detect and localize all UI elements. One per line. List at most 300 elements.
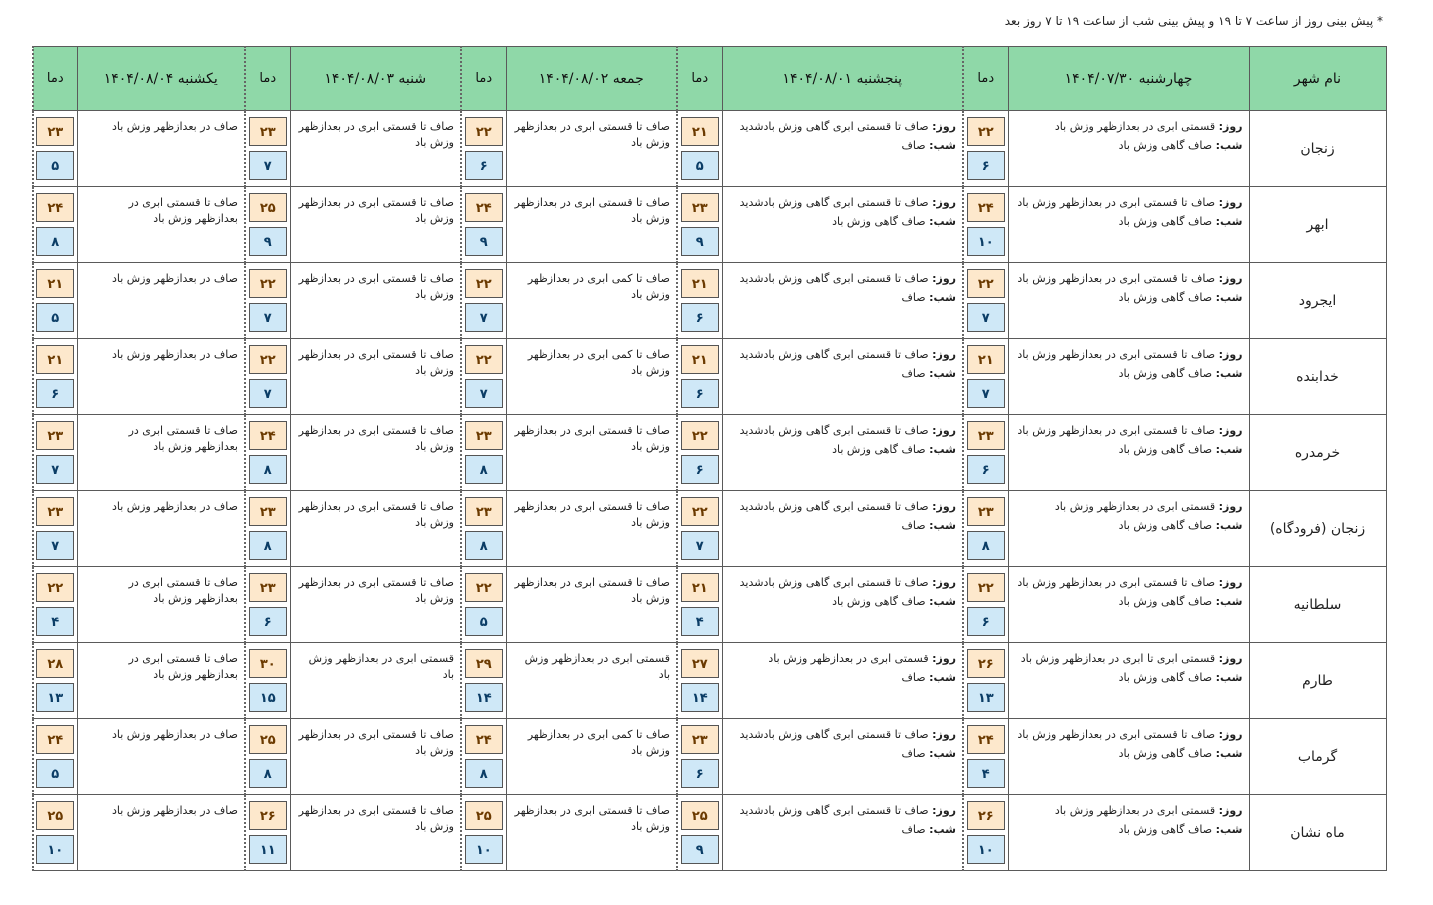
day-label: روز: <box>932 652 956 665</box>
night-forecast <box>1015 822 1243 838</box>
max-temp: ۲۹ <box>465 649 503 678</box>
forecast-cell <box>722 339 963 415</box>
night-label: شب: <box>929 519 956 532</box>
temp-cell <box>33 491 77 567</box>
day-text: صاف تا قسمتی ابری گاهی وزش بادشدید <box>739 348 929 361</box>
temp-cell <box>963 111 1008 187</box>
night-label: شب: <box>929 443 956 456</box>
min-temp: ۴ <box>967 759 1005 788</box>
forecast-cell <box>77 719 245 795</box>
forecast-text: صاف تا قسمتی ابری در بعدازظهر وزش باد <box>298 424 454 453</box>
night-text: صاف گاهی وزش باد <box>1118 367 1213 380</box>
min-temp: ۶ <box>681 379 719 408</box>
min-temp: ۱۳ <box>967 683 1005 712</box>
day-label: روز: <box>1218 196 1243 209</box>
day-label: روز: <box>1218 500 1243 513</box>
night-forecast <box>1015 442 1243 458</box>
night-forecast <box>729 822 957 838</box>
temp-cell <box>963 263 1008 339</box>
min-temp: ۵ <box>36 151 74 180</box>
day-forecast <box>1015 423 1243 439</box>
day-label: روز: <box>1218 120 1243 133</box>
day-header: چهارشنبه ۱۴۰۴/۰۷/۳۰ <box>1008 47 1249 111</box>
max-temp: ۲۲ <box>249 345 287 374</box>
forecast-text: صاف در بعدازظهر وزش باد <box>111 272 238 285</box>
forecast-cell <box>1008 415 1249 491</box>
header-row <box>33 47 1386 111</box>
max-temp: ۲۴ <box>465 725 503 754</box>
max-temp: ۲۲ <box>465 269 503 298</box>
min-temp: ۸ <box>465 455 503 484</box>
night-text: صاف گاهی وزش باد <box>832 595 926 608</box>
day-forecast <box>729 803 957 819</box>
temp-cell <box>33 415 77 491</box>
night-text: صاف <box>901 519 926 532</box>
night-label: شب: <box>929 747 956 760</box>
night-forecast <box>1015 214 1243 230</box>
temp-cell <box>677 187 722 263</box>
max-temp: ۲۳ <box>249 117 287 146</box>
day-text: صاف تا قسمتی ابری گاهی وزش بادشدید <box>739 804 929 817</box>
min-temp: ۱۴ <box>465 683 503 712</box>
max-temp: ۲۳ <box>465 421 503 450</box>
forecast-cell <box>506 415 677 491</box>
max-temp: ۲۲ <box>465 117 503 146</box>
temp-cell <box>677 719 722 795</box>
day-label: روز: <box>932 196 956 209</box>
day-label: روز: <box>932 576 956 589</box>
day-forecast <box>1015 803 1243 819</box>
forecast-text: صاف در بعدازظهر وزش باد <box>111 804 238 817</box>
forecast-text: صاف تا قسمتی ابری در بعدازظهر وزش باد <box>514 576 670 605</box>
forecast-text: قسمتی ابری در بعدازظهر وزش باد <box>308 652 454 681</box>
table-row <box>33 643 1386 719</box>
forecast-text: صاف تا قسمتی ابری در بعدازظهر وزش باد <box>514 424 670 453</box>
night-label: شب: <box>1215 139 1243 152</box>
day-text: صاف تا قسمتی ابری در بعدازظهر وزش باد <box>1017 728 1216 741</box>
night-text: صاف <box>901 823 926 836</box>
forecast-text: صاف تا کمی ابری در بعدازظهر وزش باد <box>527 348 670 377</box>
day-text: قسمتی ابری در بعدازظهر وزش باد <box>1054 500 1216 513</box>
day-text: صاف تا قسمتی ابری گاهی وزش بادشدید <box>739 196 929 209</box>
day-label: روز: <box>932 728 956 741</box>
min-temp: ۹ <box>681 227 719 256</box>
day-text: صاف تا قسمتی ابری در بعدازظهر وزش باد <box>1017 576 1216 589</box>
max-temp: ۲۵ <box>465 801 503 830</box>
max-temp: ۲۷ <box>681 649 719 678</box>
day-forecast <box>729 423 957 439</box>
forecast-cell <box>506 719 677 795</box>
day-forecast <box>1015 347 1243 363</box>
day-label: روز: <box>932 120 956 133</box>
max-temp: ۲۲ <box>465 573 503 602</box>
temp-cell <box>963 415 1008 491</box>
temp-cell <box>33 643 77 719</box>
forecast-cell <box>290 263 461 339</box>
temp-header: دما <box>461 47 506 111</box>
forecast-text: صاف در بعدازظهر وزش باد <box>111 348 238 361</box>
max-temp: ۲۶ <box>249 801 287 830</box>
max-temp: ۲۶ <box>967 649 1005 678</box>
max-temp: ۲۱ <box>36 269 74 298</box>
min-temp: ۵ <box>465 607 503 636</box>
temp-cell <box>461 415 506 491</box>
max-temp: ۲۲ <box>681 497 719 526</box>
max-temp: ۳۰ <box>249 649 287 678</box>
day-text: قسمتی ابری تا ابری در بعدازظهر وزش باد <box>1020 652 1216 665</box>
day-text: صاف تا قسمتی ابری در بعدازظهر وزش باد <box>1017 272 1216 285</box>
day-text: قسمتی ابری در بعدازظهر وزش باد <box>768 652 929 665</box>
day-forecast <box>729 651 957 667</box>
night-label: شب: <box>1215 823 1243 836</box>
night-forecast <box>729 746 957 762</box>
forecast-text: صاف تا قسمتی ابری در بعدازظهر وزش باد <box>298 348 454 377</box>
temp-cell <box>461 567 506 643</box>
forecast-cell <box>1008 339 1249 415</box>
night-text: صاف <box>901 671 926 684</box>
temp-cell <box>461 339 506 415</box>
day-text: صاف تا قسمتی ابری گاهی وزش بادشدید <box>739 728 929 741</box>
min-temp: ۶ <box>681 759 719 788</box>
min-temp: ۹ <box>681 835 719 864</box>
night-text: صاف <box>901 367 926 380</box>
min-temp: ۴ <box>681 607 719 636</box>
forecast-text: صاف تا قسمتی ابری در بعدازظهر وزش باد <box>298 120 454 149</box>
day-forecast <box>729 727 957 743</box>
city-name: ایجرود <box>1249 263 1386 339</box>
forecast-cell <box>722 719 963 795</box>
city-name: طارم <box>1249 643 1386 719</box>
forecast-text: صاف تا قسمتی ابری در بعدازظهر وزش باد <box>514 804 670 833</box>
forecast-text: صاف در بعدازظهر وزش باد <box>111 500 238 513</box>
max-temp: ۲۳ <box>249 497 287 526</box>
temp-cell <box>677 643 722 719</box>
day-forecast <box>729 347 957 363</box>
min-temp: ۱۳ <box>36 683 74 712</box>
night-text: صاف <box>901 747 926 760</box>
max-temp: ۲۶ <box>967 801 1005 830</box>
max-temp: ۲۱ <box>681 269 719 298</box>
temp-cell <box>963 187 1008 263</box>
day-label: روز: <box>1218 348 1243 361</box>
min-temp: ۸ <box>967 531 1005 560</box>
night-label: شب: <box>1215 747 1243 760</box>
temp-cell <box>245 263 290 339</box>
city-name: خدابنده <box>1249 339 1386 415</box>
forecast-text: صاف تا قسمتی ابری در بعدازظهر وزش باد <box>514 500 670 529</box>
day-label: روز: <box>932 424 956 437</box>
min-temp: ۵ <box>36 759 74 788</box>
forecast-cell <box>1008 263 1249 339</box>
temp-cell <box>245 187 290 263</box>
temp-cell <box>33 795 77 871</box>
temp-cell <box>963 339 1008 415</box>
min-temp: ۱۴ <box>681 683 719 712</box>
forecast-text: صاف تا قسمتی ابری در بعدازظهر وزش باد <box>128 652 238 681</box>
max-temp: ۲۱ <box>681 117 719 146</box>
table-row <box>33 111 1386 187</box>
footnote: * پیش بینی روز از ساعت ۷ تا ۱۹ و پیش بینی شب از ساعت ۱۹ تا ۷ روز بعد <box>1004 14 1383 28</box>
day-label: روز: <box>932 804 956 817</box>
night-text: صاف <box>901 291 926 304</box>
min-temp: ۶ <box>681 303 719 332</box>
city-name: خرمدره <box>1249 415 1386 491</box>
forecast-cell <box>1008 795 1249 871</box>
day-text: صاف تا قسمتی ابری گاهی وزش بادشدید <box>739 120 929 133</box>
max-temp: ۲۵ <box>249 725 287 754</box>
day-forecast <box>1015 575 1243 591</box>
night-text: صاف <box>901 139 926 152</box>
forecast-cell <box>506 491 677 567</box>
night-label: شب: <box>1215 215 1243 228</box>
temp-cell <box>461 643 506 719</box>
forecast-text: صاف تا قسمتی ابری در بعدازظهر وزش باد <box>298 196 454 225</box>
temp-cell <box>461 491 506 567</box>
temp-cell <box>245 719 290 795</box>
forecast-text: صاف تا قسمتی ابری در بعدازظهر وزش باد <box>298 728 454 757</box>
max-temp: ۲۴ <box>967 725 1005 754</box>
max-temp: ۲۴ <box>36 725 74 754</box>
forecast-text: صاف تا قسمتی ابری در بعدازظهر وزش باد <box>298 272 454 301</box>
day-forecast <box>729 499 957 515</box>
forecast-text: صاف تا قسمتی ابری در بعدازظهر وزش باد <box>514 120 670 149</box>
forecast-cell <box>506 339 677 415</box>
night-text: صاف گاهی وزش باد <box>832 215 926 228</box>
min-temp: ۶ <box>967 151 1005 180</box>
min-temp: ۴ <box>36 607 74 636</box>
night-label: شب: <box>929 823 956 836</box>
day-text: صاف تا قسمتی ابری در بعدازظهر وزش باد <box>1017 196 1216 209</box>
night-label: شب: <box>929 215 956 228</box>
day-text: صاف تا قسمتی ابری گاهی وزش بادشدید <box>739 576 929 589</box>
temp-cell <box>245 111 290 187</box>
min-temp: ۷ <box>967 379 1005 408</box>
day-forecast <box>729 575 957 591</box>
night-forecast <box>729 138 957 154</box>
day-forecast <box>1015 499 1243 515</box>
temp-cell <box>677 491 722 567</box>
max-temp: ۲۲ <box>36 573 74 602</box>
temp-cell <box>677 339 722 415</box>
table-row <box>33 567 1386 643</box>
day-header: جمعه ۱۴۰۴/۰۸/۰۲ <box>506 47 677 111</box>
forecast-cell <box>290 719 461 795</box>
day-text: قسمتی ابری در بعدازظهر وزش باد <box>1054 804 1216 817</box>
city-name: سلطانیه <box>1249 567 1386 643</box>
forecast-text: صاف تا قسمتی ابری در بعدازظهر وزش باد <box>514 196 670 225</box>
min-temp: ۶ <box>249 607 287 636</box>
night-text: صاف گاهی وزش باد <box>1118 595 1213 608</box>
max-temp: ۲۵ <box>249 193 287 222</box>
table-row <box>33 415 1386 491</box>
min-temp: ۶ <box>681 455 719 484</box>
max-temp: ۲۸ <box>36 649 74 678</box>
min-temp: ۷ <box>967 303 1005 332</box>
forecast-cell <box>290 491 461 567</box>
max-temp: ۲۳ <box>36 497 74 526</box>
night-label: شب: <box>929 671 956 684</box>
max-temp: ۲۵ <box>681 801 719 830</box>
max-temp: ۲۳ <box>681 193 719 222</box>
night-forecast <box>1015 746 1243 762</box>
min-temp: ۷ <box>249 151 287 180</box>
min-temp: ۸ <box>36 227 74 256</box>
night-label: شب: <box>1215 671 1243 684</box>
day-label: روز: <box>932 348 956 361</box>
max-temp: ۲۴ <box>36 193 74 222</box>
forecast-text: صاف تا قسمتی ابری در بعدازظهر وزش باد <box>298 804 454 833</box>
forecast-cell <box>722 415 963 491</box>
forecast-cell <box>722 795 963 871</box>
night-forecast <box>729 594 957 610</box>
forecast-cell <box>1008 567 1249 643</box>
temp-cell <box>245 415 290 491</box>
max-temp: ۲۳ <box>249 573 287 602</box>
max-temp: ۲۳ <box>967 421 1005 450</box>
night-forecast <box>1015 670 1243 686</box>
day-header: پنجشنبه ۱۴۰۴/۰۸/۰۱ <box>722 47 963 111</box>
table-row <box>33 491 1386 567</box>
day-label: روز: <box>1218 728 1243 741</box>
forecast-cell <box>722 187 963 263</box>
forecast-cell <box>722 111 963 187</box>
forecast-cell <box>722 491 963 567</box>
forecast-cell <box>506 187 677 263</box>
temp-cell <box>677 263 722 339</box>
min-temp: ۷ <box>465 379 503 408</box>
min-temp: ۸ <box>249 531 287 560</box>
forecast-cell <box>290 567 461 643</box>
forecast-text: قسمتی ابری در بعدازظهر وزش باد <box>524 652 670 681</box>
night-forecast <box>1015 290 1243 306</box>
max-temp: ۲۳ <box>36 117 74 146</box>
forecast-cell <box>290 643 461 719</box>
min-temp: ۷ <box>465 303 503 332</box>
forecast-cell <box>1008 187 1249 263</box>
max-temp: ۲۲ <box>465 345 503 374</box>
max-temp: ۲۲ <box>967 269 1005 298</box>
night-forecast <box>1015 366 1243 382</box>
min-temp: ۶ <box>967 607 1005 636</box>
forecast-text: صاف تا قسمتی ابری در بعدازظهر وزش باد <box>128 424 238 453</box>
table-row <box>33 339 1386 415</box>
forecast-cell <box>290 339 461 415</box>
max-temp: ۲۲ <box>249 269 287 298</box>
forecast-cell <box>290 415 461 491</box>
min-temp: ۷ <box>249 303 287 332</box>
temp-header: دما <box>245 47 290 111</box>
day-forecast <box>1015 651 1243 667</box>
forecast-cell <box>77 491 245 567</box>
day-forecast <box>1015 195 1243 211</box>
forecast-cell <box>77 339 245 415</box>
night-text: صاف گاهی وزش باد <box>1118 519 1213 532</box>
temp-cell <box>963 719 1008 795</box>
temp-cell <box>677 567 722 643</box>
max-temp: ۲۳ <box>36 421 74 450</box>
city-header: نام شهر <box>1249 47 1386 111</box>
day-label: روز: <box>1218 576 1243 589</box>
night-label: شب: <box>1215 367 1243 380</box>
table-row <box>33 187 1386 263</box>
table-row <box>33 263 1386 339</box>
table-row <box>33 795 1386 871</box>
day-forecast <box>729 119 957 135</box>
night-label: شب: <box>929 367 956 380</box>
night-forecast <box>729 442 957 458</box>
temp-cell <box>677 415 722 491</box>
night-text: صاف گاهی وزش باد <box>1118 291 1213 304</box>
table-body <box>33 111 1386 871</box>
day-label: روز: <box>1218 424 1243 437</box>
night-label: شب: <box>929 595 956 608</box>
forecast-cell <box>1008 719 1249 795</box>
min-temp: ۸ <box>465 759 503 788</box>
temp-cell <box>963 567 1008 643</box>
max-temp: ۲۲ <box>681 421 719 450</box>
min-temp: ۷ <box>36 531 74 560</box>
day-header: شنبه ۱۴۰۴/۰۸/۰۳ <box>290 47 461 111</box>
forecast-cell <box>290 795 461 871</box>
temp-cell <box>33 263 77 339</box>
day-text: صاف تا قسمتی ابری گاهی وزش بادشدید <box>739 272 929 285</box>
temp-cell <box>963 643 1008 719</box>
temp-cell <box>963 795 1008 871</box>
day-label: روز: <box>1218 272 1243 285</box>
max-temp: ۲۵ <box>36 801 74 830</box>
night-text: صاف گاهی وزش باد <box>1118 215 1213 228</box>
night-forecast <box>1015 594 1243 610</box>
min-temp: ۷ <box>36 455 74 484</box>
min-temp: ۸ <box>249 759 287 788</box>
temp-cell <box>461 187 506 263</box>
min-temp: ۶ <box>967 455 1005 484</box>
min-temp: ۱۰ <box>967 835 1005 864</box>
day-label: روز: <box>932 500 956 513</box>
forecast-cell <box>77 415 245 491</box>
forecast-cell <box>77 643 245 719</box>
temp-header: دما <box>677 47 722 111</box>
night-forecast <box>1015 518 1243 534</box>
max-temp: ۲۱ <box>967 345 1005 374</box>
min-temp: ۱۰ <box>967 227 1005 256</box>
night-label: شب: <box>929 139 956 152</box>
night-forecast <box>1015 138 1243 154</box>
temp-cell <box>963 491 1008 567</box>
day-forecast <box>1015 119 1243 135</box>
day-text: صاف تا قسمتی ابری در بعدازظهر وزش باد <box>1017 424 1216 437</box>
max-temp: ۲۴ <box>465 193 503 222</box>
max-temp: ۲۱ <box>36 345 74 374</box>
day-label: روز: <box>932 272 956 285</box>
min-temp: ۷ <box>681 531 719 560</box>
min-temp: ۱۰ <box>465 835 503 864</box>
forecast-cell <box>77 187 245 263</box>
forecast-text: صاف در بعدازظهر وزش باد <box>111 120 238 133</box>
temp-header: دما <box>963 47 1008 111</box>
forecast-table <box>32 46 1387 871</box>
city-name: ابهر <box>1249 187 1386 263</box>
city-name: زنجان (فرودگاه) <box>1249 491 1386 567</box>
temp-cell <box>33 111 77 187</box>
day-text: صاف تا قسمتی ابری گاهی وزش بادشدید <box>739 424 929 437</box>
forecast-cell <box>506 111 677 187</box>
night-label: شب: <box>929 291 956 304</box>
night-forecast <box>729 214 957 230</box>
night-text: صاف گاهی وزش باد <box>1118 139 1213 152</box>
temp-cell <box>33 339 77 415</box>
max-temp: ۲۱ <box>681 573 719 602</box>
